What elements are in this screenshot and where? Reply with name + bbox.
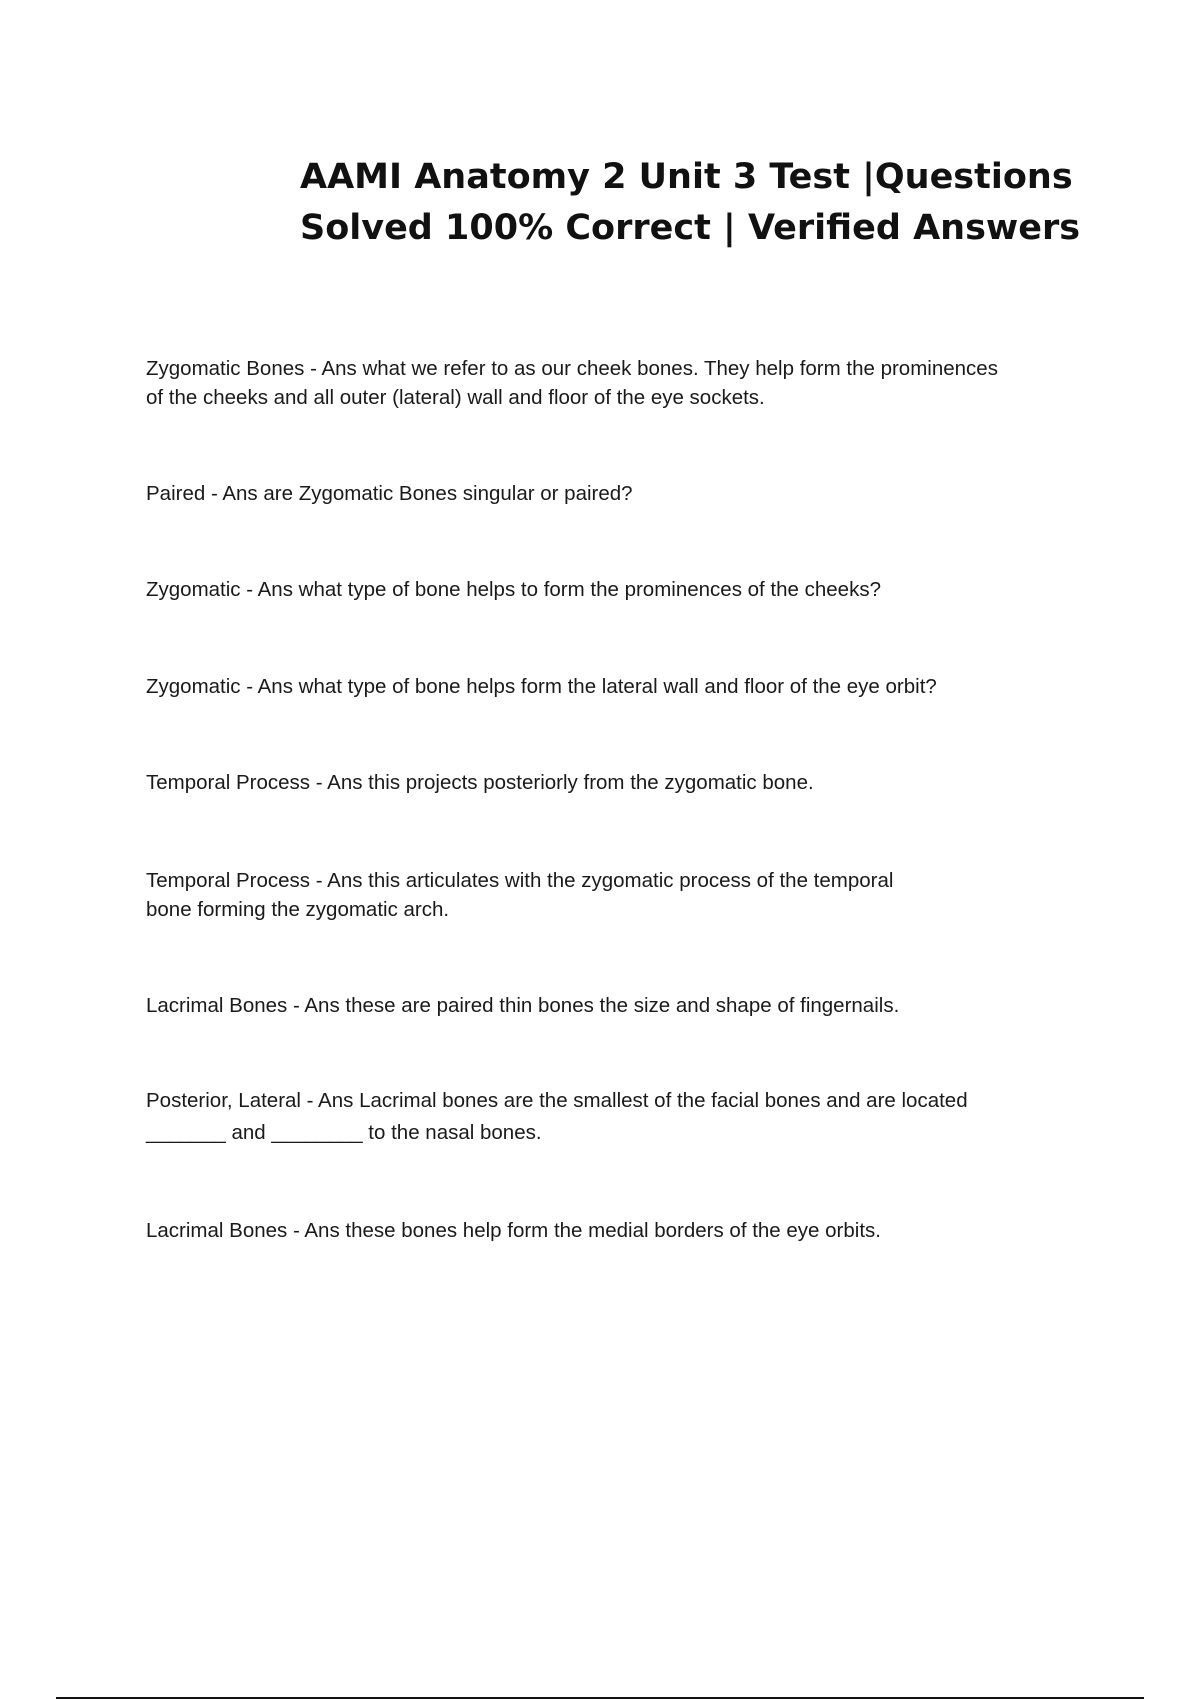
qa-item-posterior-lateral — [146, 1085, 1086, 1149]
qa-line: bone forming the zygomatic arch. — [146, 898, 450, 921]
qa-item-lacrimal-bones-medial — [146, 1216, 1086, 1245]
qa-line: of the cheeks and all outer (lateral) wall and floor of the eye sockets. — [146, 386, 765, 409]
qa-line: Zygomatic - Ans what type of bone helps form the lateral wall and floor of the eye orbit? — [146, 675, 937, 698]
document-title — [300, 152, 1081, 254]
qa-line: Zygomatic - Ans what type of bone helps to form the prominences of the cheeks? — [146, 578, 881, 601]
qa-line: Lacrimal Bones - Ans these are paired thin bones the size and shape of fingernails. — [146, 994, 900, 1017]
qa-line: Paired - Ans are Zygomatic Bones singular or paired? — [146, 482, 633, 505]
qa-item-temporal-process-articulates — [146, 866, 1086, 924]
page-bottom-divider — [56, 1697, 1144, 1699]
qa-item-lacrimal-bones-paired — [146, 991, 1086, 1020]
qa-item-temporal-process-projects — [146, 768, 1086, 797]
qa-line: _______ and ________ to the nasal bones. — [146, 1121, 542, 1144]
qa-item-zygomatic-bones-definition — [146, 354, 1086, 412]
document-title-line-1: AAMI Anatomy 2 Unit 3 Test |Questions — [300, 157, 1073, 197]
qa-line: Zygomatic Bones - Ans what we refer to as our cheek bones. They help form the prominences — [146, 357, 998, 380]
qa-item-zygomatic-orbit — [146, 672, 1086, 701]
qa-item-paired — [146, 479, 1086, 508]
qa-line: Lacrimal Bones - Ans these bones help form the medial borders of the eye orbits. — [146, 1219, 881, 1242]
qa-item-zygomatic-cheeks — [146, 575, 1086, 604]
qa-line: Posterior, Lateral - Ans Lacrimal bones are the smallest of the facial bones and are located — [146, 1089, 968, 1112]
qa-line: Temporal Process - Ans this articulates with the zygomatic process of the temporal — [146, 869, 894, 892]
qa-line: Temporal Process - Ans this projects posteriorly from the zygomatic bone. — [146, 771, 814, 794]
document-title-line-2: Solved 100% Correct | Verified Answers — [300, 208, 1081, 248]
